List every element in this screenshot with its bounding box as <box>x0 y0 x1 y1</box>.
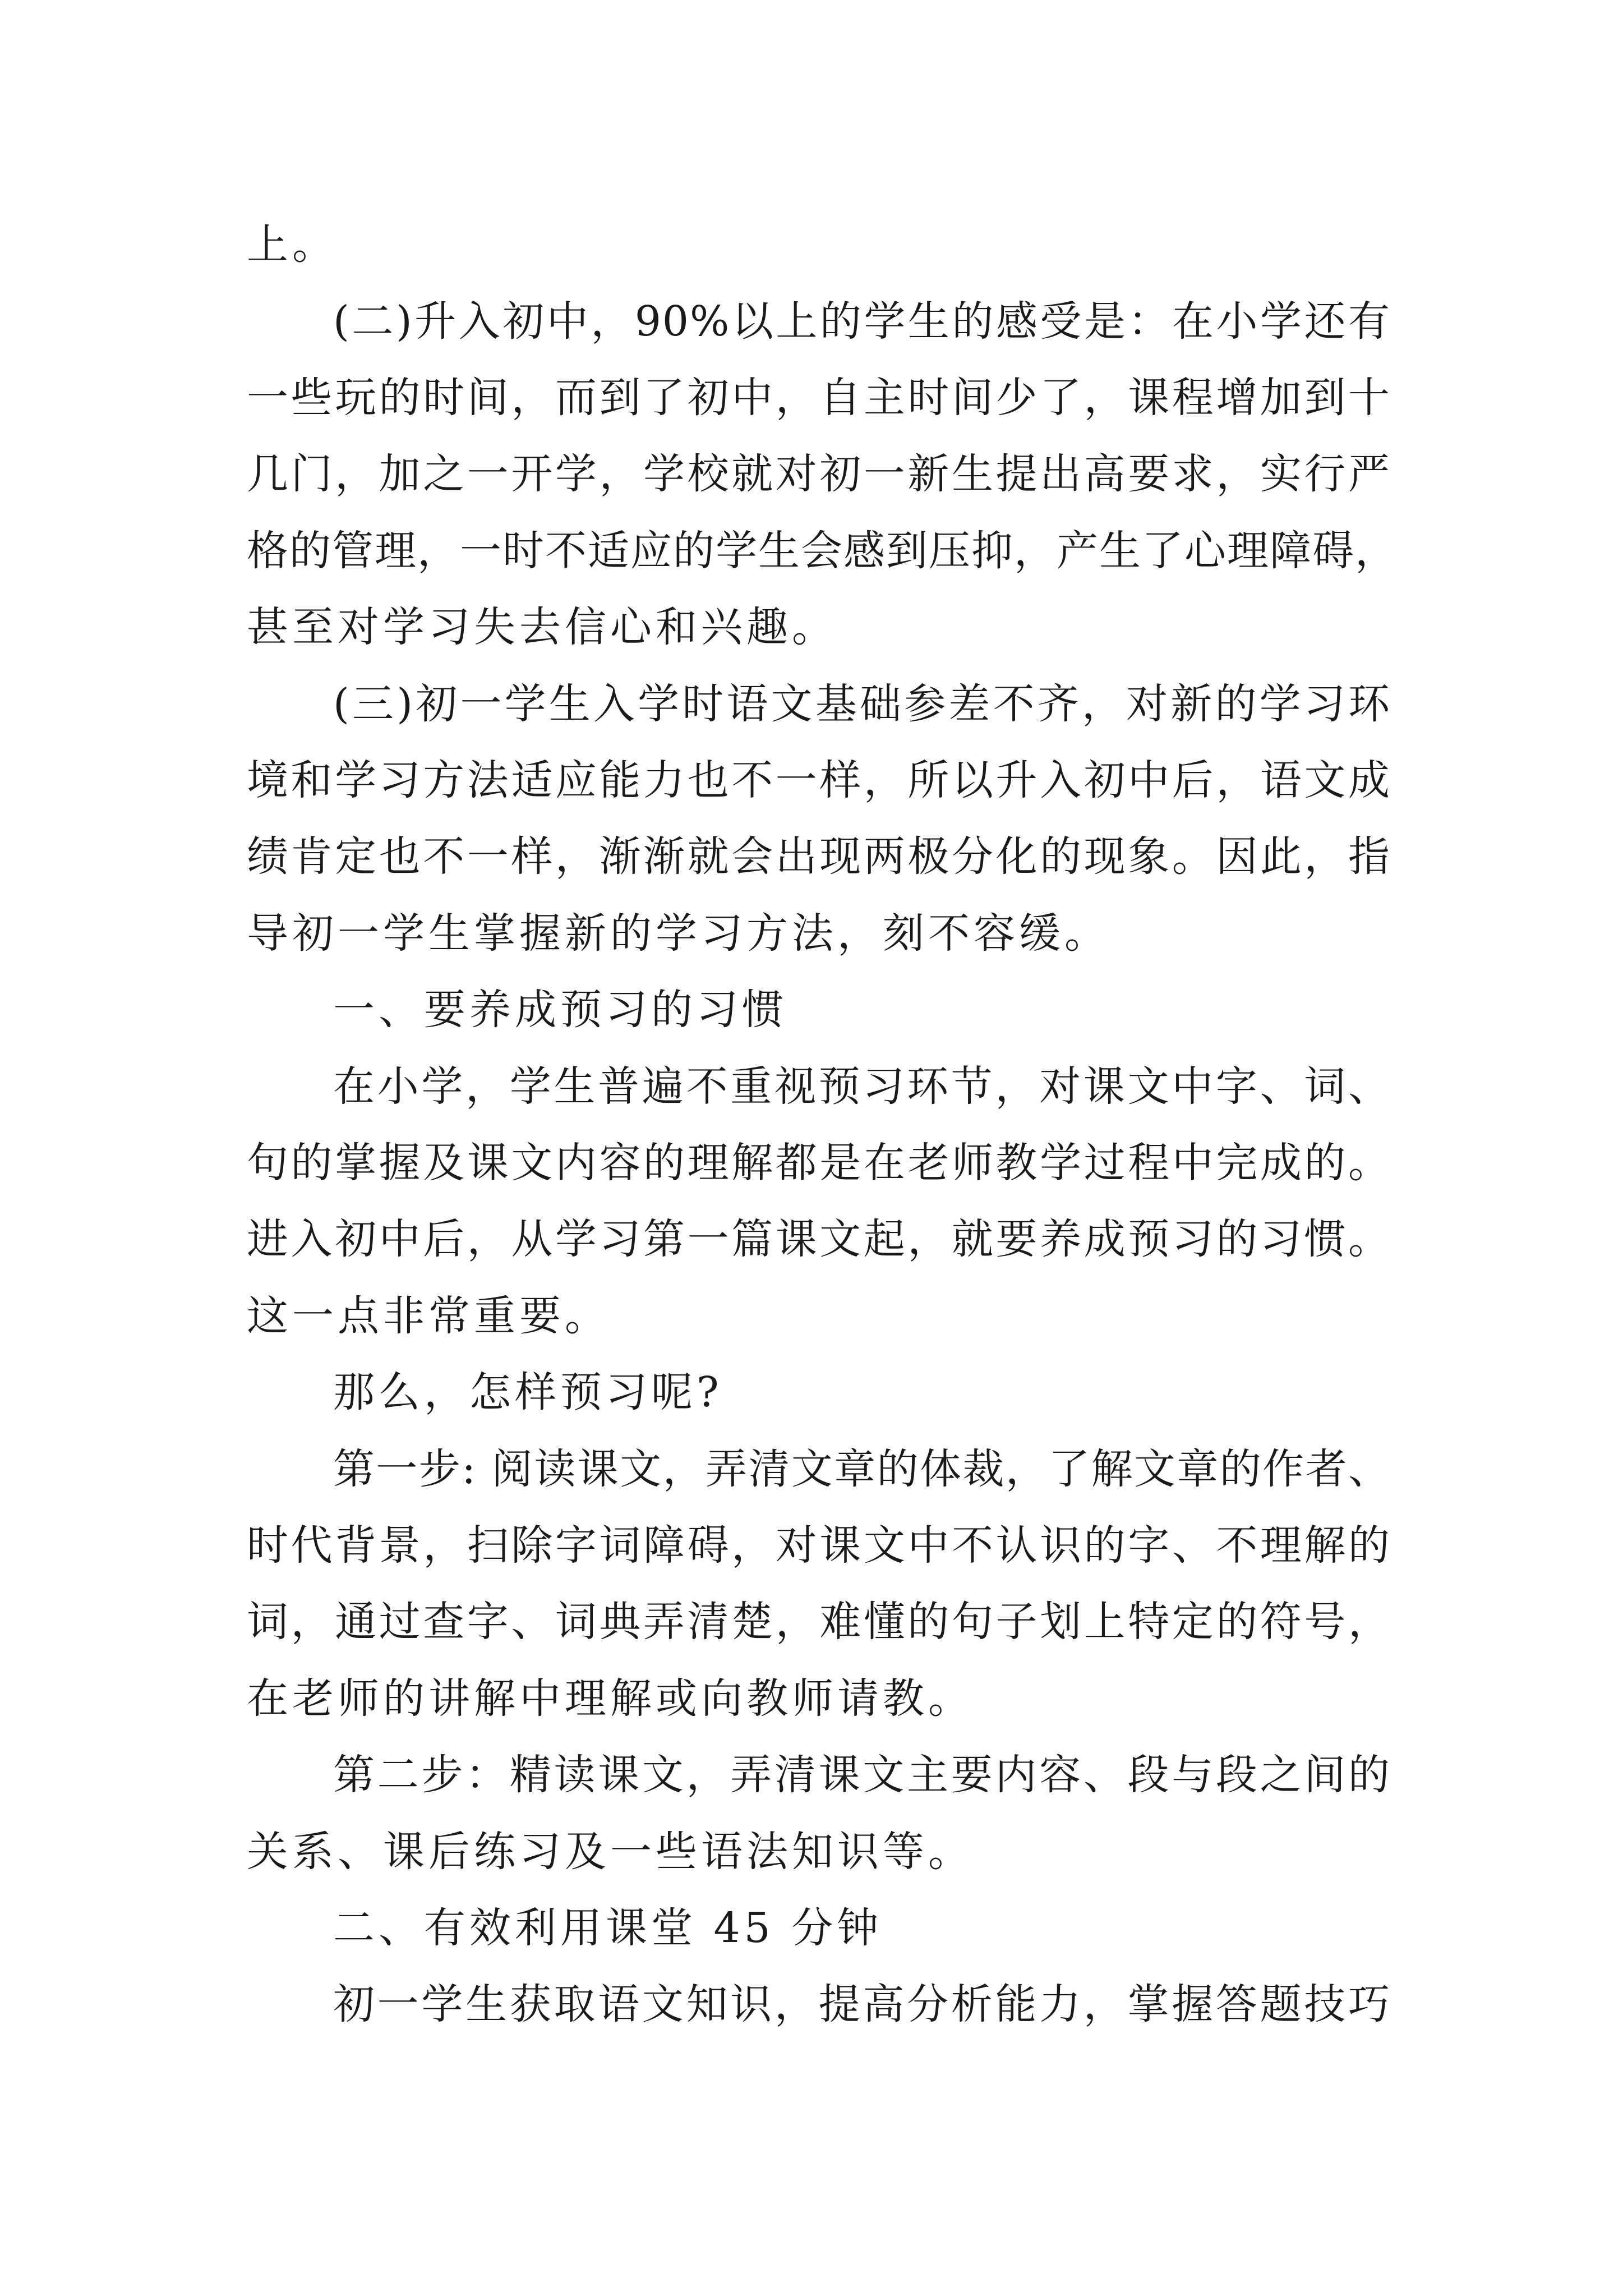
text-line: 上。 <box>247 220 338 269</box>
text-line: 时代背景，扫除字词障碍，对课文中不认识的字、不理解的 <box>247 1521 1391 1570</box>
text-line: 初一学生获取语文知识，提高分析能力，掌握答题技巧 <box>333 1980 1391 2028</box>
section-heading: 二、有效利用课堂 45 分钟 <box>333 1904 883 1952</box>
text-line: 境和学习方法适应能力也不一样，所以升入初中后，语文成 <box>247 756 1391 804</box>
text-line: 第二步：精读课文，弄清课文主要内容、段与段之间的 <box>333 1751 1391 1799</box>
text-line: 在小学，学生普遍不重视预习环节，对课文中字、词、 <box>333 1062 1391 1111</box>
text-line: 那么，怎样预习呢? <box>333 1368 723 1416</box>
text-line: 关系、课后练习及一些语法知识等。 <box>247 1828 974 1876</box>
text-line: 进入初中后，从学习第一篇课文起，就要养成预习的习惯。 <box>247 1215 1391 1263</box>
text-line: 甚至对学习失去信心和兴趣。 <box>247 603 837 651</box>
section-heading: 一、要养成预习的习惯 <box>333 986 787 1034</box>
text-line: 这一点非常重要。 <box>247 1292 610 1340</box>
text-line: 格的管理，一时不适应的学生会感到压抑，产生了心理障碍， <box>247 527 1398 575</box>
text-line: 一些玩的时间，而到了初中，自主时间少了，课程增加到十 <box>247 374 1391 422</box>
text-line: 在老师的讲解中理解或向教师请教。 <box>247 1674 974 1723</box>
text-line: 句的掌握及课文内容的理解都是在老师教学过程中完成的。 <box>247 1139 1391 1187</box>
text-line: 几门，加之一开学，学校就对初一新生提出高要求，实行严 <box>247 450 1391 498</box>
text-line: (二)升入初中，90%以上的学生的感受是：在小学还有 <box>333 297 1391 346</box>
text-line: 导初一学生掌握新的学习方法，刻不容缓。 <box>247 909 1110 958</box>
text-line: 词，通过查字、词典弄清楚，难懂的句子划上特定的符号， <box>247 1598 1391 1646</box>
text-line: 绩肯定也不一样，渐渐就会出现两极分化的现象。因此，指 <box>247 832 1391 881</box>
text-line: (三)初一学生入学时语文基础参差不齐，对新的学习环 <box>333 680 1391 728</box>
text-line: 第一步: 阅读课文，弄清文章的体裁，了解文章的作者、 <box>333 1445 1391 1493</box>
